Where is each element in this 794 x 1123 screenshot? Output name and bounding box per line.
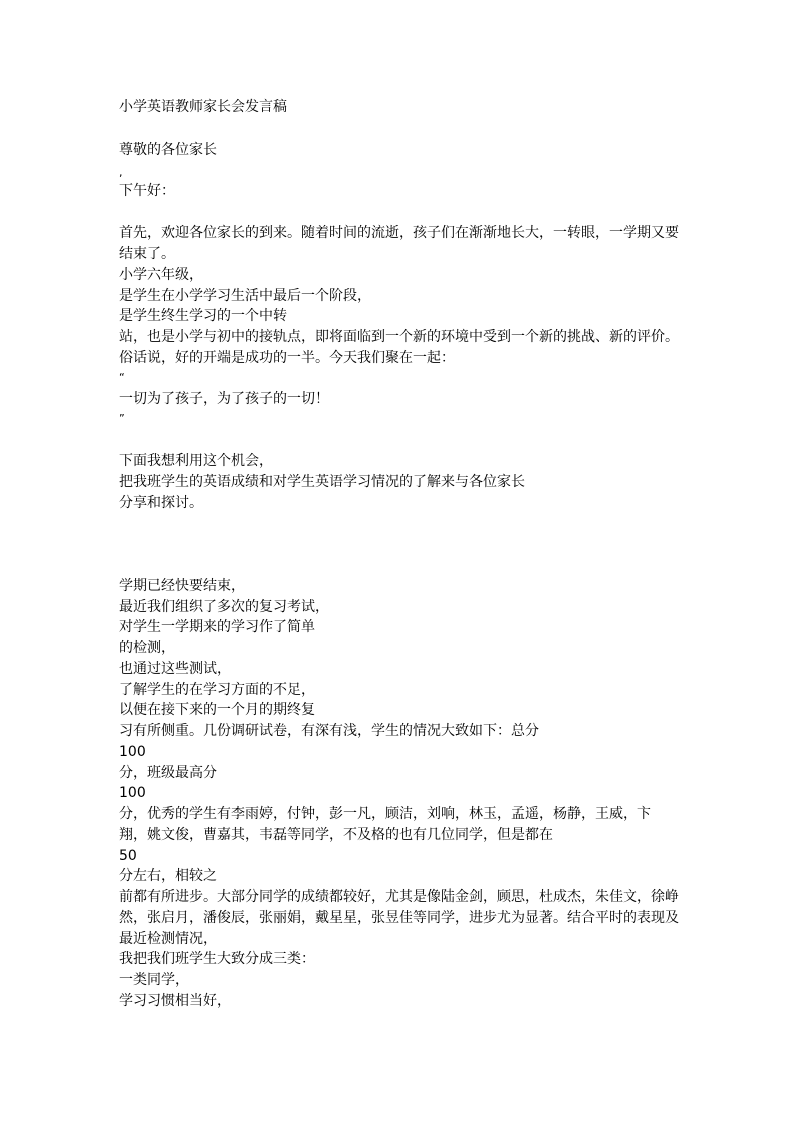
paragraph-line: 的检测， (119, 640, 175, 656)
paragraph-line: 对学生一学期来的学习作了简单 (119, 619, 315, 635)
paragraph-line: 也通过这些测试， (119, 661, 231, 677)
paragraph-line: 最近我们组织了多次的复习考试， (119, 599, 329, 615)
greeting-line: 下午好： (119, 183, 175, 199)
paragraph-line: 学习习惯相当好， (119, 993, 231, 1009)
paragraph-line: 前都有所进步。大部分同学的成绩都较好，尤其是像陆金剑，顾思，杜成杰，朱佳文，徐峥 (119, 889, 679, 905)
paragraph-line: 首先，欢迎各位家长的到来。随着时间的流逝，孩子们在渐渐地长大，一转眼，一学期又要 (119, 225, 679, 241)
paragraph-line: 是学生在小学学习生活中最后一个阶段， (119, 288, 371, 304)
slogan-line: 一切为了孩子，为了孩子的一切！ (119, 391, 329, 407)
score-number: 100 (119, 785, 146, 801)
score-number: 100 (119, 744, 146, 760)
paragraph-line: 分，优秀的学生有李雨婷，付钟，彭一凡，顾洁，刘响，林玉，孟遥，杨静，王威，卞 (119, 806, 651, 822)
paragraph-line: 把我班学生的英语成绩和对学生英语学习情况的了解来与各位家长 (119, 474, 525, 490)
paragraph-line: 结束了。 (119, 246, 175, 262)
open-quote-mark: “ (119, 371, 125, 384)
salutation-comma: , (119, 166, 123, 179)
paragraph-line: 下面我想利用这个机会， (119, 453, 273, 469)
salutation-line: 尊敬的各位家长 (119, 142, 217, 158)
paragraph-line: 我把我们班学生大致分成三类： (119, 951, 315, 967)
close-quote-mark: ” (119, 412, 125, 425)
paragraph-line: 站，也是小学与初中的接轨点，即将面临到一个新的环境中受到一个新的挑战、新的评价。 (119, 329, 679, 345)
paragraph-line: 最近检测情况， (119, 931, 217, 947)
paragraph-line: 小学六年级， (119, 267, 203, 283)
score-number: 50 (119, 848, 137, 864)
paragraph-line: 以便在接下来的一个月的期终复 (119, 702, 315, 718)
paragraph-line: 是学生终生学习的一个中转 (119, 308, 287, 324)
paragraph-line: 了解学生的在学习方面的不足， (119, 682, 315, 698)
paragraph-line: 一类同学， (119, 972, 189, 988)
paragraph-line: 然，张启月，潘俊辰，张丽娟，戴星星，张昱佳等同学，进步尤为显著。结合平时的表现及 (119, 910, 679, 926)
paragraph-line: 分左右，相较之 (119, 868, 217, 884)
paragraph-line: 分，班级最高分 (119, 765, 217, 781)
paragraph-line: 俗话说，好的开端是成功的一半。今天我们聚在一起： (119, 350, 455, 366)
document-title: 小学英语教师家长会发言稿 (119, 99, 287, 115)
paragraph-line: 学期已经快要结束， (119, 578, 245, 594)
paragraph-line: 习有所侧重。几份调研试卷，有深有浅，学生的情况大致如下：总分 (119, 723, 539, 739)
paragraph-line: 翔，姚文俊，曹嘉其，韦磊等同学，不及格的也有几位同学，但是都在 (119, 827, 553, 843)
paragraph-line: 分享和探讨。 (119, 495, 203, 511)
